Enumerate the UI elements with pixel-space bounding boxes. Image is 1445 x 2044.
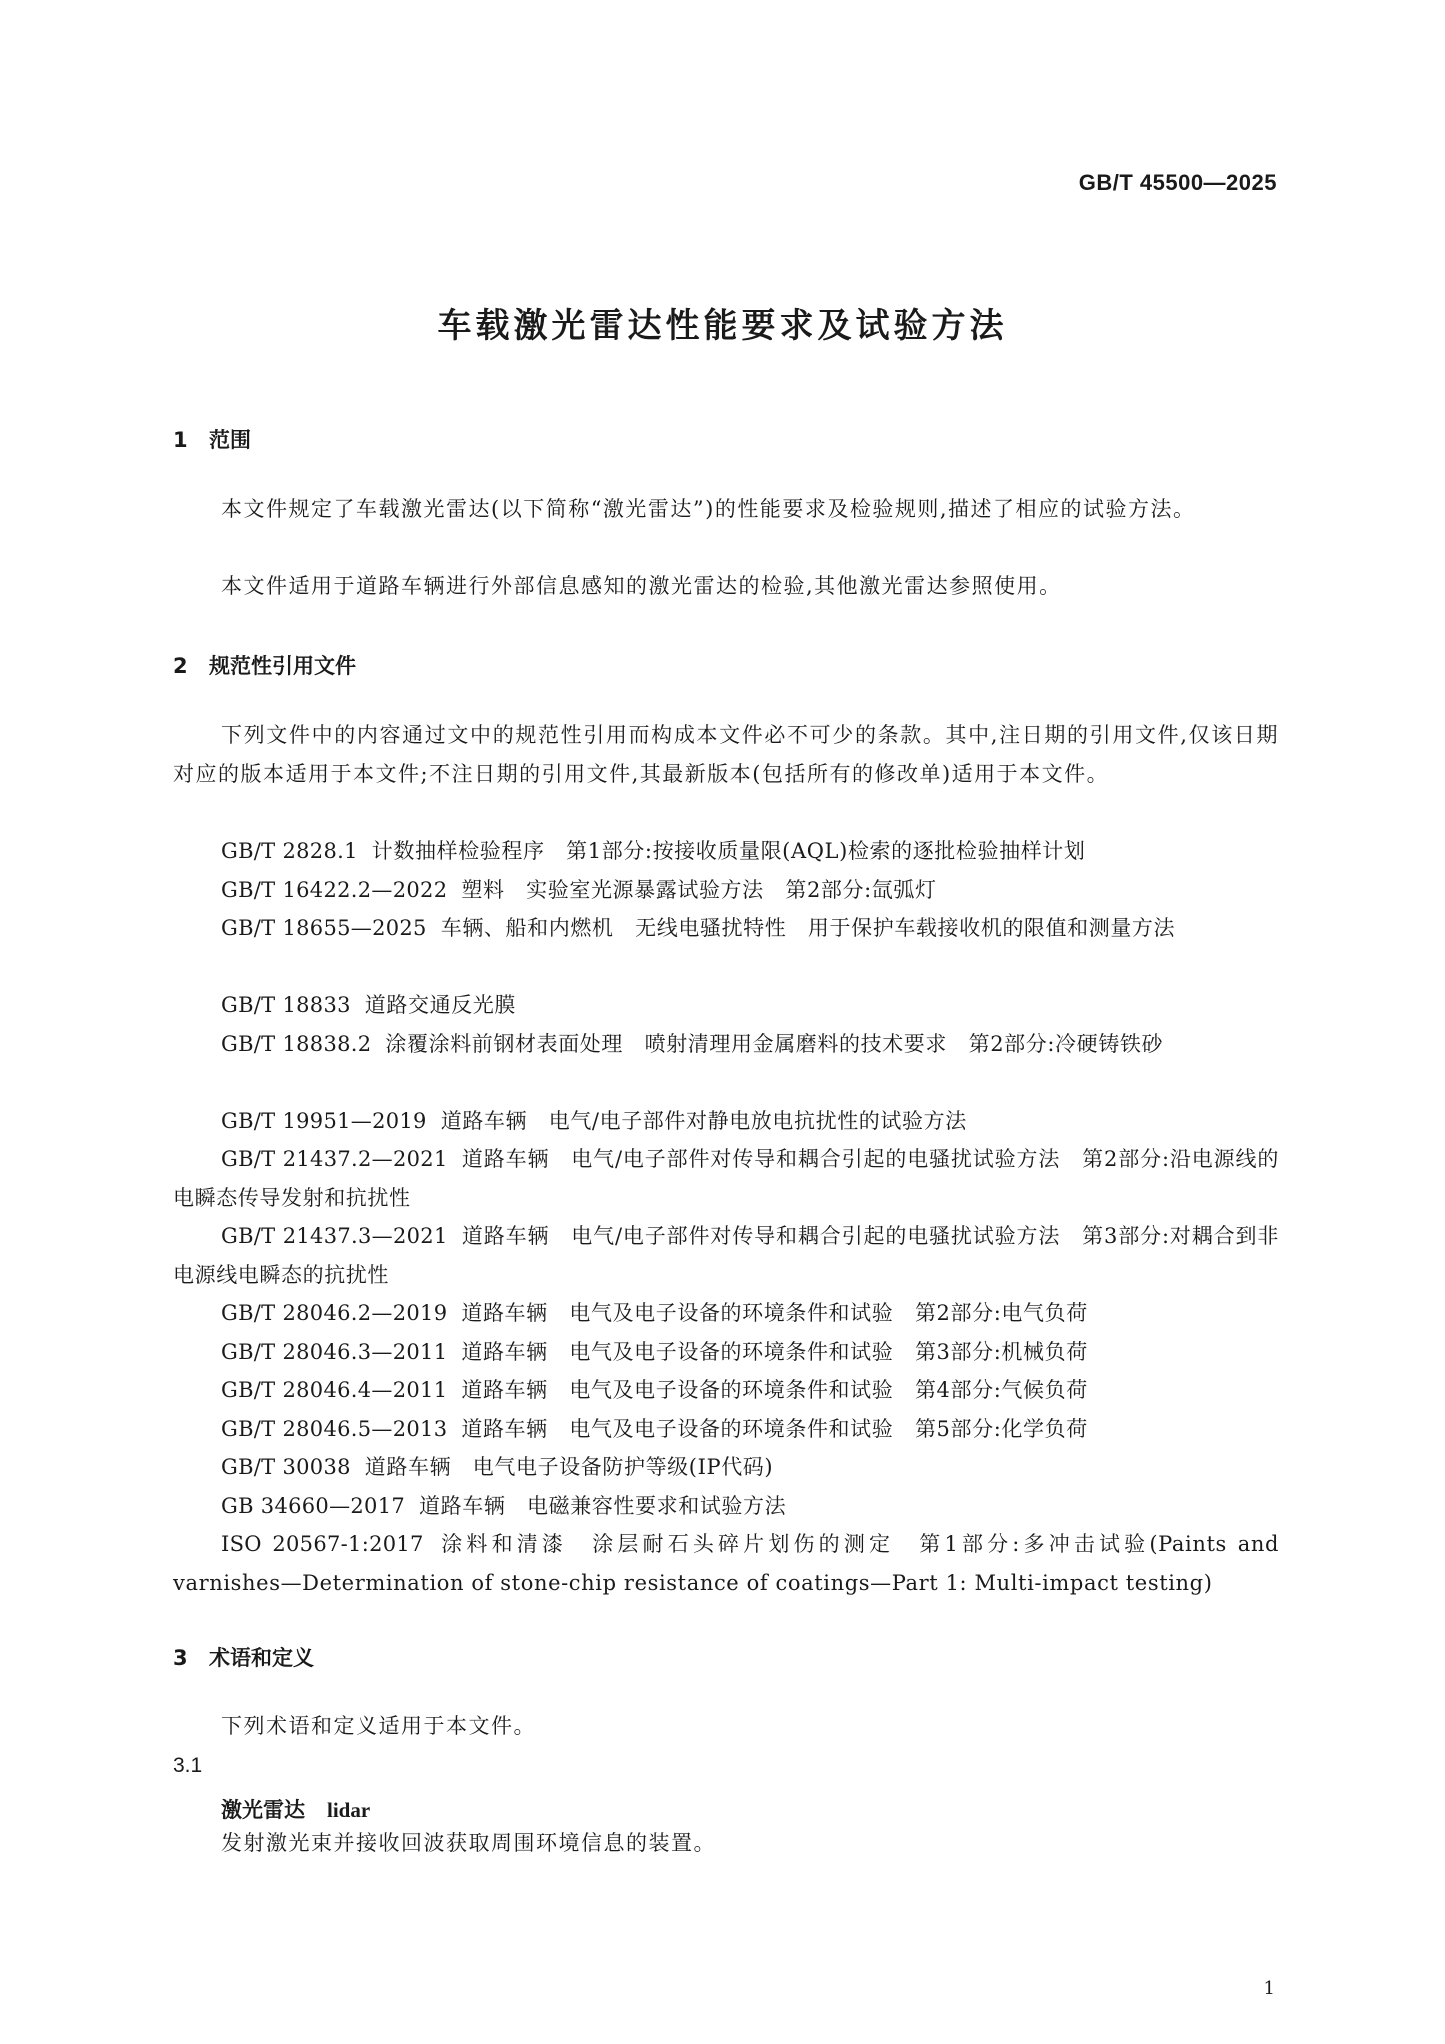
reference-item	[173, 871, 1279, 910]
reference-code: ISO 20567-1:2017	[221, 1532, 424, 1556]
reference-item	[173, 986, 1279, 1025]
reference-title: 道路交通反光膜	[364, 993, 516, 1017]
reference-item	[173, 1487, 1279, 1526]
reference-code: GB/T 28046.4—2011	[221, 1378, 448, 1402]
reference-title: 道路车辆 电气及电子设备的环境条件和试验 第5部分:化学负荷	[461, 1417, 1088, 1441]
term-name-zh: 激光雷达	[221, 1798, 305, 1822]
terms-intro: 下列术语和定义适用于本文件。	[221, 1714, 536, 1738]
reference-item	[173, 1333, 1279, 1372]
section-title: 规范性引用文件	[209, 654, 356, 678]
reference-title: 道路车辆 电气/电子部件对静电放电抗扰性的试验方法	[440, 1109, 967, 1133]
normative-intro: 下列文件中的内容通过文中的规范性引用而构成本文件必不可少的条款。其中,注日期的引用文件,仅该日期对应的版本适用于本文件;不注日期的引用文件,其最新版本(包括所有的修改单)适用于本文件。	[173, 723, 1279, 786]
reference-title: 道路车辆 电气/电子部件对传导和耦合引起的电骚扰试验方法 第3部分:对耦合到非电源线电瞬态的抗扰性	[173, 1224, 1279, 1287]
section-number: 1	[173, 428, 188, 452]
reference-code: GB/T 16422.2—2022	[221, 878, 448, 902]
reference-title: 道路车辆 电气及电子设备的环境条件和试验 第2部分:电气负荷	[461, 1301, 1088, 1325]
section-number: 2	[173, 654, 188, 678]
reference-title: 道路车辆 电气及电子设备的环境条件和试验 第4部分:气候负荷	[461, 1378, 1088, 1402]
section-heading-normative-references	[173, 650, 356, 680]
reference-item	[173, 1102, 1279, 1141]
reference-title: 车辆、船和内燃机 无线电骚扰特性 用于保护车载接收机的限值和测量方法	[440, 916, 1176, 940]
reference-code: GB/T 28046.2—2019	[221, 1301, 448, 1325]
reference-item	[173, 1448, 1279, 1487]
reference-item	[173, 1525, 1279, 1602]
reference-code: GB/T 18838.2	[221, 1032, 372, 1056]
reference-code: GB/T 2828.1	[221, 839, 358, 863]
reference-code: GB/T 18655—2025	[221, 916, 427, 940]
term-number: 3.1	[173, 1754, 203, 1777]
reference-title: 道路车辆 电气/电子部件对传导和耦合引起的电骚扰试验方法 第2部分:沿电源线的电瞬态传导发射和抗扰性	[173, 1147, 1279, 1210]
reference-code: GB/T 19951—2019	[221, 1109, 427, 1133]
page-number: 1	[1263, 1978, 1275, 1999]
reference-code: GB 34660—2017	[221, 1494, 406, 1518]
section-title: 范围	[209, 428, 251, 452]
reference-item	[173, 832, 1279, 871]
reference-code: GB/T 30038	[221, 1455, 351, 1479]
section-title: 术语和定义	[209, 1646, 314, 1670]
reference-title: 涂料和清漆 涂层耐石头碎片划伤的测定 第1部分:多冲击试验(Paints and varnishes—Determination of stone-chip resistance of coatings—Part 1: Multi-impact testing)	[173, 1532, 1280, 1595]
term-definition: 发射激光束并接收回波获取周围环境信息的装置。	[221, 1831, 716, 1855]
standard-code: GB/T 45500—2025	[1078, 170, 1277, 195]
reference-item	[173, 1025, 1279, 1064]
document-title: 车载激光雷达性能要求及试验方法	[437, 306, 1008, 346]
reference-code: GB/T 28046.3—2011	[221, 1340, 448, 1364]
reference-item	[173, 1217, 1279, 1294]
reference-title: 道路车辆 电气及电子设备的环境条件和试验 第3部分:机械负荷	[461, 1340, 1088, 1364]
reference-code: GB/T 21437.2—2021	[221, 1147, 448, 1171]
reference-code: GB/T 18833	[221, 993, 351, 1017]
section-heading-scope	[173, 424, 251, 454]
reference-title: 道路车辆 电磁兼容性要求和试验方法	[419, 1494, 787, 1518]
reference-title: 涂覆涂料前钢材表面处理 喷射清理用金属磨料的技术要求 第2部分:冷硬铸铁砂	[385, 1032, 1164, 1056]
scope-paragraph-2: 本文件适用于道路车辆进行外部信息感知的激光雷达的检验,其他激光雷达参照使用。	[221, 574, 1062, 598]
term-name	[221, 1794, 370, 1824]
reference-item	[173, 909, 1279, 948]
reference-title: 计数抽样检验程序 第1部分:按接收质量限(AQL)检索的逐批检验抽样计划	[371, 839, 1086, 863]
term-name-en: lidar	[327, 1798, 371, 1822]
reference-item	[173, 1371, 1279, 1410]
reference-title: 道路车辆 电气电子设备防护等级(IP代码)	[364, 1455, 774, 1479]
section-number: 3	[173, 1646, 188, 1670]
reference-code: GB/T 28046.5—2013	[221, 1417, 448, 1441]
reference-item	[173, 1294, 1279, 1333]
reference-title: 塑料 实验室光源暴露试验方法 第2部分:氙弧灯	[461, 878, 937, 902]
scope-paragraph-1: 本文件规定了车载激光雷达(以下简称“激光雷达”)的性能要求及检验规则,描述了相应的试验方法。	[221, 497, 1196, 521]
reference-item	[173, 1140, 1279, 1217]
reference-code: GB/T 21437.3—2021	[221, 1224, 448, 1248]
section-heading-terms-definitions	[173, 1642, 314, 1672]
reference-item	[173, 1410, 1279, 1449]
